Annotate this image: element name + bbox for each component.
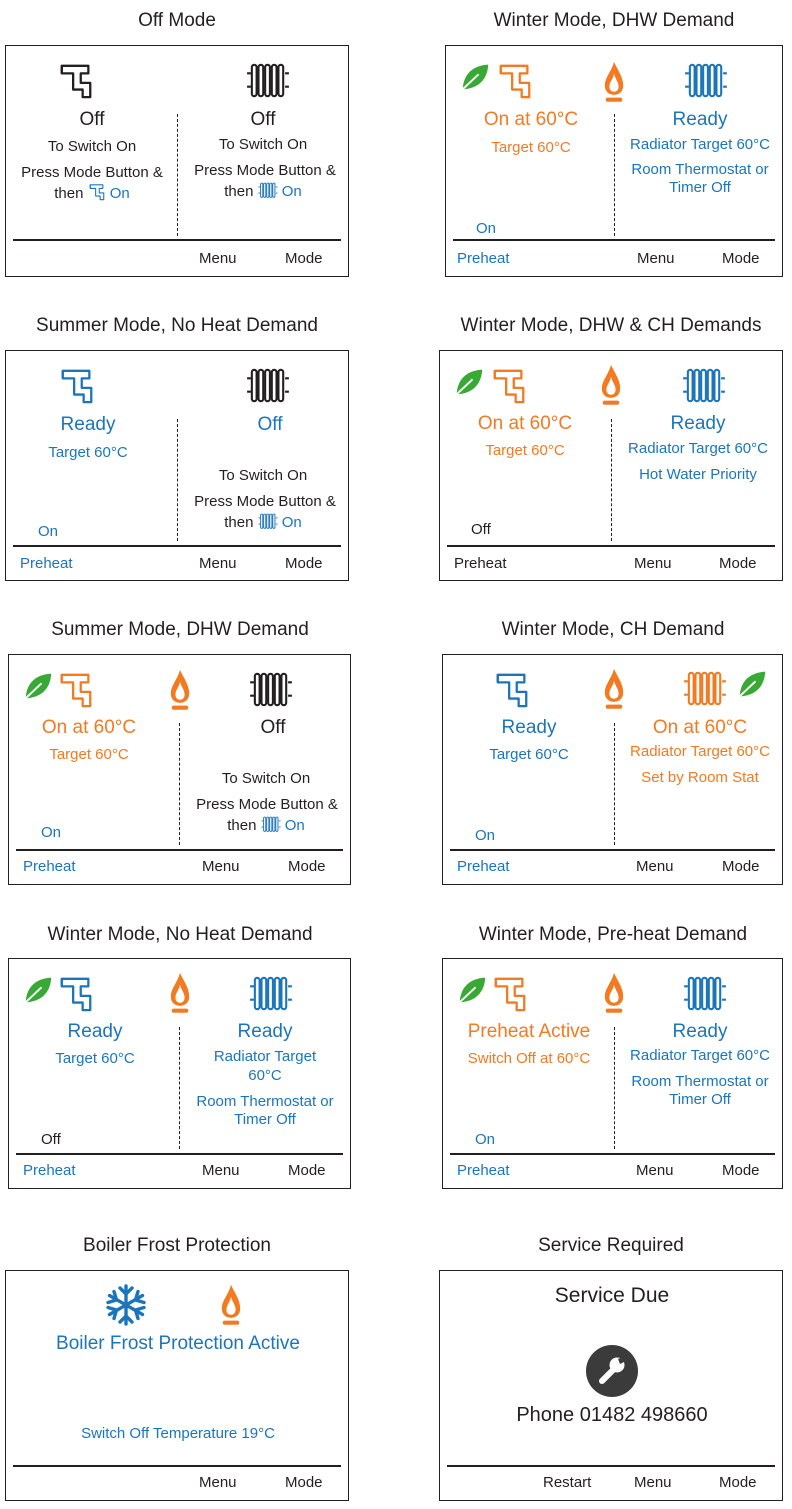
mode-button[interactable]: Mode <box>285 1474 323 1491</box>
panel-title: Boiler Frost Protection <box>83 1235 271 1256</box>
switch-on-instruction-2: then On <box>224 183 302 200</box>
tap-icon <box>57 975 95 1013</box>
preheat-state: Off <box>471 521 491 538</box>
heating-note: Hot Water Priority <box>639 466 757 483</box>
radiator-icon <box>249 670 293 708</box>
hot-water-status: Ready <box>501 717 557 738</box>
preheat-state: On <box>38 523 59 540</box>
preheat-button[interactable]: Preheat <box>20 555 73 572</box>
service-phone: Phone 01482 498660 <box>516 1404 708 1426</box>
display-winter-dhw <box>445 45 783 277</box>
divider <box>614 723 615 845</box>
panel-title: Winter Mode, CH Demand <box>501 619 725 640</box>
heating-status: Ready <box>672 1021 728 1042</box>
softkey-separator <box>447 545 775 547</box>
menu-button[interactable]: Menu <box>636 1162 674 1179</box>
switch-on-hint: To Switch On <box>218 467 308 484</box>
divider <box>179 723 180 845</box>
softkey-separator <box>16 849 343 851</box>
softkey-separator <box>13 545 341 547</box>
heating-note: Room Thermostat or <box>196 1093 334 1110</box>
display-service <box>439 1270 783 1501</box>
display-winter-preheat <box>442 958 783 1189</box>
leaf-icon <box>454 367 484 397</box>
panel-title: Winter Mode, DHW Demand <box>493 10 735 31</box>
leaf-icon <box>457 975 487 1005</box>
divider <box>179 1027 180 1149</box>
menu-button[interactable]: Menu <box>202 1162 240 1179</box>
preheat-state: Off <box>41 1131 61 1148</box>
radiator-icon <box>682 366 726 404</box>
switch-on-hint: To Switch On <box>218 136 308 153</box>
flame-icon <box>169 971 191 1015</box>
hot-water-target: Target 60°C <box>55 1050 135 1067</box>
heating-status: Off <box>257 414 283 435</box>
softkey-separator <box>447 1465 775 1467</box>
divider <box>177 419 178 541</box>
preheat-button[interactable]: Preheat <box>457 250 510 267</box>
heating-note-2: Timer Off <box>234 1111 296 1128</box>
switch-on-instruction-2: then On <box>227 817 305 834</box>
divider <box>614 1027 615 1149</box>
tap-icon <box>58 367 96 405</box>
hot-water-target: Target 60°C <box>485 442 565 459</box>
radiator-target: Radiator Target <box>213 1048 317 1065</box>
preheat-button[interactable]: Preheat <box>23 858 76 875</box>
panel-title: Winter Mode, Pre-heat Demand <box>478 924 748 945</box>
hot-water-target: Switch Off at 60°C <box>467 1050 591 1067</box>
preheat-state: On <box>41 824 62 841</box>
hot-water-target: Target 60°C <box>49 746 129 763</box>
switch-off-temperature: Switch Off Temperature 19°C <box>81 1425 275 1442</box>
preheat-button[interactable]: Preheat <box>457 858 510 875</box>
wrench-icon <box>585 1344 639 1398</box>
heating-status: Off <box>260 717 286 738</box>
radiator-target: Radiator Target 60°C <box>628 440 768 457</box>
display-summer-dhw <box>8 654 351 885</box>
menu-button[interactable]: Menu <box>199 555 237 572</box>
preheat-state: On <box>475 1131 496 1148</box>
tap-icon <box>57 671 95 709</box>
menu-button[interactable]: Menu <box>634 1474 672 1491</box>
mode-button[interactable]: Mode <box>719 555 757 572</box>
softkey-separator <box>450 849 775 851</box>
panel-title: Winter Mode, DHW & CH Demands <box>460 315 762 336</box>
leaf-icon <box>23 671 53 701</box>
heating-status: Ready <box>670 413 726 434</box>
display-winter-ch <box>442 654 783 885</box>
menu-button[interactable]: Menu <box>199 1474 237 1491</box>
snowflake-icon <box>104 1283 148 1327</box>
flame-icon <box>603 60 625 104</box>
mode-button[interactable]: Mode <box>288 1162 326 1179</box>
radiator-target: Radiator Target 60°C <box>630 136 770 153</box>
softkey-separator <box>13 1465 341 1467</box>
heating-note-2: Timer Off <box>669 179 731 196</box>
heating-status: Off <box>250 109 276 130</box>
softkey-separator <box>16 1153 343 1155</box>
radiator-icon <box>258 181 278 199</box>
switch-on-hint: To Switch On <box>221 770 311 787</box>
hot-water-target: Target 60°C <box>491 139 571 156</box>
radiator-icon <box>258 512 278 530</box>
flame-icon <box>169 668 191 712</box>
tap-icon <box>57 62 95 100</box>
tap-icon <box>490 367 528 405</box>
display-winter-dhw-ch <box>439 350 783 581</box>
heating-status: Ready <box>237 1021 293 1042</box>
tap-icon <box>496 62 534 100</box>
softkey-separator <box>450 1153 775 1155</box>
divider <box>614 114 615 236</box>
panel-title: Off Mode <box>138 10 216 31</box>
softkey-separator <box>453 239 775 241</box>
heating-note: Set by Room Stat <box>641 769 759 786</box>
switch-on-hint: To Switch On <box>47 138 137 155</box>
mode-button[interactable]: Mode <box>722 250 760 267</box>
mode-button[interactable]: Mode <box>722 858 760 875</box>
mode-button[interactable]: Mode <box>285 555 323 572</box>
preheat-button[interactable]: Preheat <box>23 1162 76 1179</box>
flame-icon <box>220 1283 242 1327</box>
menu-button[interactable]: Menu <box>634 555 672 572</box>
switch-on-instruction-2: then On <box>54 185 130 202</box>
divider <box>177 114 178 236</box>
display-summer-no-heat <box>5 350 349 581</box>
heating-note: Room Thermostat or <box>631 161 769 178</box>
flame-icon <box>603 971 625 1015</box>
switch-on-instruction: Press Mode Button & <box>194 162 336 179</box>
preheat-button[interactable]: Preheat <box>457 1162 510 1179</box>
radiator-target: Radiator Target 60°C <box>630 743 770 760</box>
panel-title: Summer Mode, DHW Demand <box>51 619 309 640</box>
hot-water-status: Preheat Active <box>467 1021 591 1042</box>
preheat-button[interactable]: Preheat <box>454 555 507 572</box>
heating-note-2: Timer Off <box>669 1091 731 1108</box>
switch-on-instruction: Press Mode Button & <box>21 164 163 181</box>
leaf-icon <box>23 975 53 1005</box>
tap-icon <box>88 183 106 201</box>
display-off-mode <box>5 45 349 277</box>
tap-icon <box>491 975 529 1013</box>
display-frost-protection <box>5 1270 349 1501</box>
menu-button[interactable]: Menu <box>202 858 240 875</box>
radiator-icon <box>246 366 290 404</box>
restart-button[interactable]: Restart <box>543 1474 592 1491</box>
heating-status: On at 60°C <box>652 717 748 738</box>
switch-on-instruction: Press Mode Button & <box>194 493 336 510</box>
heating-note: Room Thermostat or <box>631 1073 769 1090</box>
leaf-icon <box>460 62 490 92</box>
hot-water-status: Off <box>79 109 105 130</box>
hot-water-status: On at 60°C <box>483 109 579 130</box>
hot-water-target: Target 60°C <box>489 746 569 763</box>
hot-water-status: Ready <box>60 414 116 435</box>
mode-button[interactable]: Mode <box>719 1474 757 1491</box>
menu-button[interactable]: Menu <box>637 250 675 267</box>
radiator-icon <box>684 61 728 99</box>
heating-status: Ready <box>672 109 728 130</box>
radiator-icon <box>261 815 281 833</box>
radiator-target-value: 60°C <box>248 1067 282 1084</box>
menu-button[interactable]: Menu <box>636 858 674 875</box>
tap-icon <box>493 671 531 709</box>
service-heading: Service Due <box>554 1284 670 1307</box>
panel-title: Summer Mode, No Heat Demand <box>36 315 318 336</box>
leaf-icon <box>737 669 767 699</box>
menu-button[interactable]: Menu <box>199 250 237 267</box>
flame-icon <box>600 363 622 407</box>
hot-water-target: Target 60°C <box>48 444 128 461</box>
hot-water-status: On at 60°C <box>41 717 137 738</box>
display-winter-no-heat <box>8 958 351 1189</box>
mode-button[interactable]: Mode <box>722 1162 760 1179</box>
radiator-icon <box>683 669 727 707</box>
radiator-icon <box>683 974 727 1012</box>
hot-water-status: Ready <box>67 1021 123 1042</box>
radiator-target: Radiator Target 60°C <box>630 1047 770 1064</box>
softkey-separator <box>13 239 341 241</box>
preheat-state: On <box>476 220 497 237</box>
frost-status: Boiler Frost Protection Active <box>56 1333 300 1354</box>
mode-button[interactable]: Mode <box>288 858 326 875</box>
preheat-state: On <box>475 827 496 844</box>
divider <box>611 419 612 541</box>
switch-on-instruction: Press Mode Button & <box>196 796 338 813</box>
radiator-icon <box>246 61 290 99</box>
panel-title: Service Required <box>538 1235 684 1256</box>
switch-on-instruction-2: then On <box>224 514 302 531</box>
radiator-icon <box>249 974 293 1012</box>
mode-button[interactable]: Mode <box>285 250 323 267</box>
hot-water-status: On at 60°C <box>477 413 573 434</box>
flame-icon <box>603 667 625 711</box>
panel-title: Winter Mode, No Heat Demand <box>47 924 313 945</box>
